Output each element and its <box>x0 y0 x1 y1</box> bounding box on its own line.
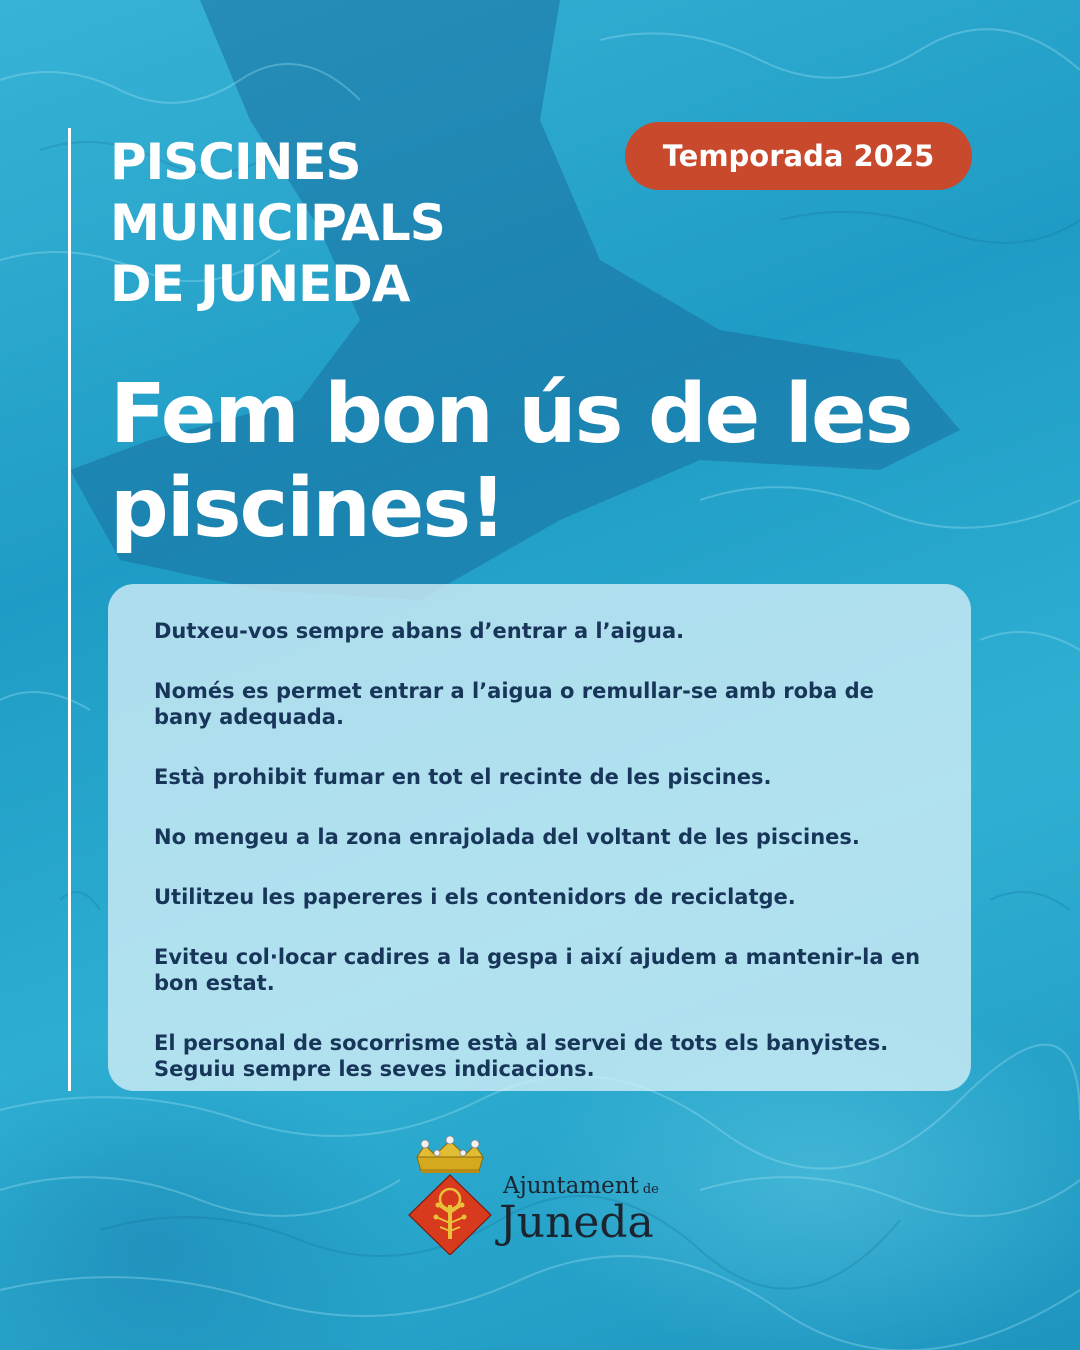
headline-line-1: Fem bon ús de les <box>110 367 912 462</box>
rules-panel <box>108 584 971 1091</box>
logo-text-juneda: Juneda <box>499 1197 654 1248</box>
rule-item: Eviteu col·locar cadires a la gespa i així ajudem a mantenir-la en bon estat. <box>154 945 921 995</box>
title-line-2: MUNICIPALS <box>110 194 445 252</box>
season-badge: Temporada 2025 <box>625 122 972 190</box>
rule-item: Utilitzeu les papereres i els contenidors de reciclatge. <box>154 885 796 909</box>
title-line-3: DE JUNEDA <box>110 255 410 313</box>
rule-item: Només es permet entrar a l’aigua o remullar-se amb roba de bany adequada. <box>154 679 874 729</box>
rule-item: El personal de socorrisme està al servei de tots els banyistes. Seguiu sempre les seves indicacions. <box>154 1031 889 1081</box>
headline-line-2: piscines! <box>110 461 505 556</box>
headline <box>110 368 1010 556</box>
logo-word-de: de <box>642 1182 659 1197</box>
coat-of-arms-icon <box>405 1135 495 1255</box>
ajuntament-logo <box>405 1135 685 1255</box>
rule-item: Dutxeu-vos sempre abans d’entrar a l’aigua. <box>154 619 685 643</box>
vertical-divider <box>68 128 71 1091</box>
logo-text-ajuntament <box>503 1173 659 1199</box>
title-line-1: PISCINES <box>110 133 361 191</box>
logo-word-ajuntament: Ajuntament <box>503 1173 639 1199</box>
rule-item: No mengeu a la zona enrajolada del voltant de les piscines. <box>154 825 860 849</box>
page-title <box>110 132 610 315</box>
rule-item: Està prohibit fumar en tot el recinte de les piscines. <box>154 765 772 789</box>
